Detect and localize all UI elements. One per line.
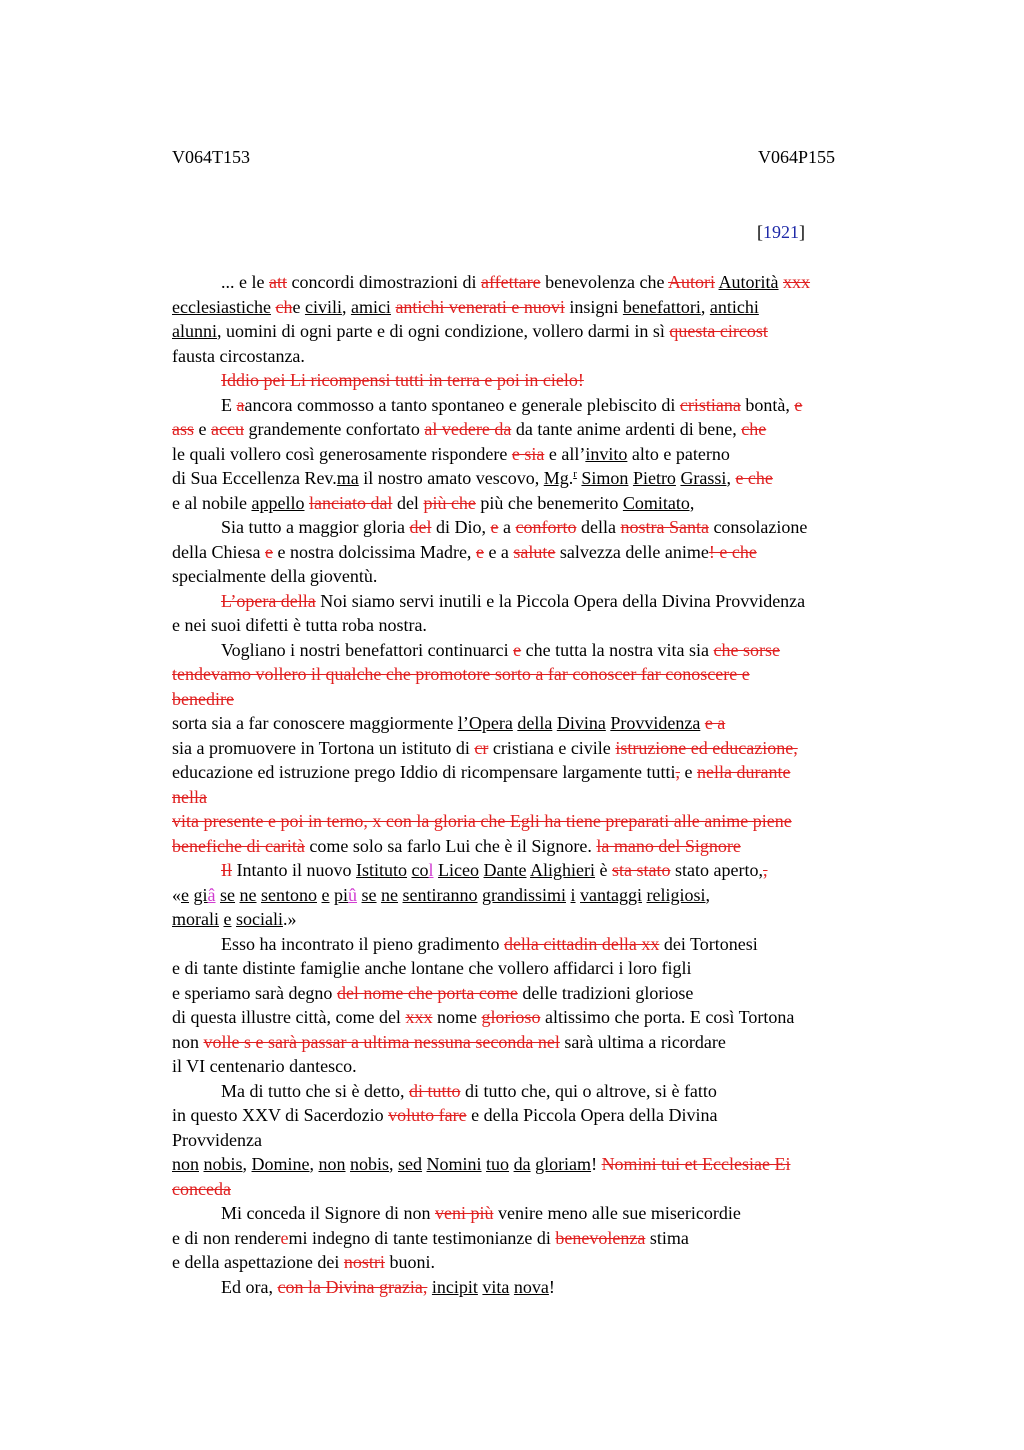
text-line: vita presente e poi in terno, x con la gloria che Egli ha tiene preparati alle anime piene [172, 811, 792, 831]
text-line: Iddio pei Li ricompensi tutti in terra e poi in cielo! [221, 370, 584, 390]
text-line: specialmente della gioventù. [172, 566, 378, 586]
text-line: fausta circostanza. [172, 345, 305, 366]
year-label: [1921] [757, 222, 805, 242]
text-line: della Chiesa e e nostra dolcissima Madre, e e a salute salvezza delle anime! e che [172, 541, 757, 562]
text-line: L’opera della Noi siamo servi inutili e la Piccola Opera della Divina Provvidenza [221, 590, 806, 611]
text-line: Mi conceda il Signore di non veni più venire meno alle sue misericordie [221, 1203, 741, 1223]
document-code-left: V064T153 [172, 147, 250, 167]
text-line: le quali vollero così generosamente rispondere e sia e all’invito alto e paterno [172, 443, 730, 464]
text-line: conceda [172, 1178, 231, 1199]
letter-body [172, 270, 892, 1299]
document-code-right: V064P155 [758, 147, 836, 167]
text-line: ... e le att concordi dimostrazioni di affettare benevolenza che Autori Autorità xxx [221, 272, 811, 292]
text-line: di Sua Eccellenza Rev.ma il nostro amato vescovo, Mg.$^r$ Simon Pietro Grassi, e che [172, 468, 773, 488]
text-line: sorta sia a far conoscere maggiormente l’Opera della Divina Provvidenza e a [172, 713, 726, 733]
text-line: Il Intanto il nuovo Istituto col Liceo Dante Alighieri è sta stato stato aperto,, [221, 860, 768, 880]
text-line: non volle s e sarà passar a ultima nessuna seconda nel sarà ultima a ricordare [172, 1031, 726, 1052]
text-line: in questo XXV di Sacerdozio voluto fare e della Piccola Opera della Divina [172, 1105, 718, 1125]
text-line: ecclesiastiche che civili, amici antichi venerati e nuovi insigni benefattori, antichi [172, 296, 759, 317]
text-line: nella [172, 786, 207, 807]
text-line: Esso ha incontrato il pieno gradimento della cittadin della xx dei Tortonesi [221, 933, 758, 954]
text-line: e speriamo sarà degno del nome che porta come delle tradizioni gloriose [172, 982, 694, 1003]
year-value: 1921 [763, 222, 799, 242]
text-line: e della aspettazione dei nostri buoni. [172, 1252, 435, 1272]
text-line: non nobis, Domine, non nobis, sed Nomini tuo da gloriam! Nomini tui et Ecclesiae Ei [172, 1154, 791, 1174]
text-line: e al nobile appello lanciato dal del più che più che benemerito Comitato, [172, 492, 695, 513]
text-line: e nei suoi difetti è tutta roba nostra. [172, 615, 427, 635]
text-line: di questa illustre città, come del xxx nome glorioso altissimo che porta. E così Tortona [172, 1007, 795, 1027]
text-line: alunni, uomini di ogni parte e di ogni condizione, vollero darmi in sì questa circost [172, 321, 768, 341]
text-line: il VI centenario dantesco. [172, 1056, 357, 1076]
text-line: tendevamo vollero il qualche che promotore sorto a far conoscer far conoscere e [172, 664, 750, 684]
text-line: benedire [172, 688, 234, 709]
text-line: ass e accu grandemente confortato al vedere da da tante anime ardenti di bene, che [172, 419, 767, 439]
text-line: morali e sociali.» [172, 909, 297, 929]
text-line: sia a promuovere in Tortona un istituto di cr cristiana e civile istruzione ed educazione, [172, 737, 798, 758]
text-line: e di tante distinte famiglie anche lontane che vollero affidarci i loro figli [172, 958, 692, 978]
text-line: e di non renderemi indegno di tante testimonianze di benevolenza stima [172, 1227, 689, 1248]
text-line: «e giâ se ne sentono e piû se ne sentiranno grandissimi i vantaggi religiosi, [172, 884, 711, 905]
text-line: Ma di tutto che si è detto, di tutto di tutto che, qui o altrove, si è fatto [221, 1080, 717, 1101]
text-line: Provvidenza [172, 1129, 262, 1150]
text-line: E aancora commosso a tanto spontaneo e generale plebiscito di cristiana bontà, e [221, 394, 803, 415]
text-line: Ed ora, con la Divina grazia, incipit vita nova! [221, 1276, 555, 1297]
text-line: educazione ed istruzione prego Iddio di ricompensare largamente tutti, e nella durante [172, 762, 791, 782]
text-line: Sia tutto a maggior gloria del di Dio, e a conforto della nostra Santa consolazione [221, 517, 808, 537]
text-line: Vogliano i nostri benefattori continuarci e che tutta la nostra vita sia che sorse [221, 639, 781, 660]
text-line: benefiche di carità come solo sa farlo Lui che è il Signore. la mano del Signore [172, 835, 741, 856]
